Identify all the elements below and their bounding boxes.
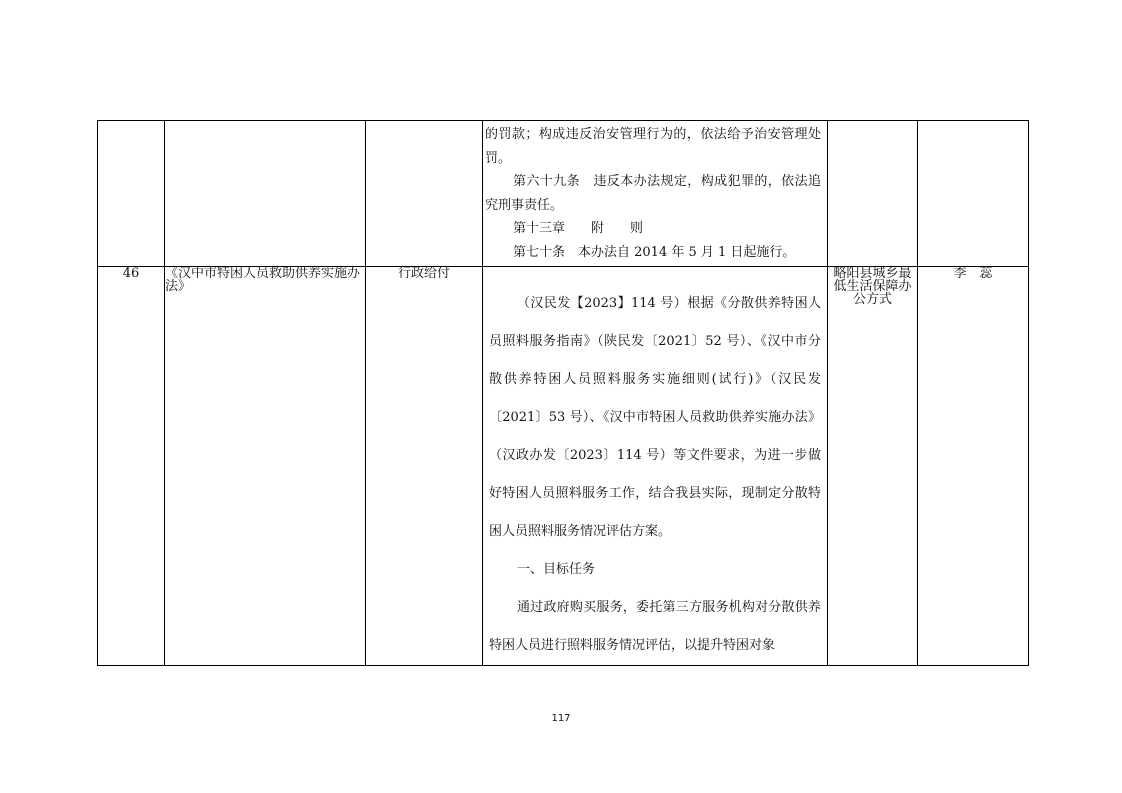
content-line: 第六十九条 违反本办法规定，构成犯罪的，依法追究刑事责任。 xyxy=(485,174,821,213)
regulation-name: 《汉中市特困人员救助供养实施办法》 xyxy=(165,267,366,666)
cell-person-empty xyxy=(918,121,1029,267)
page-number: 117 xyxy=(551,713,571,724)
responsible-office: 略阳县城乡最低生活保障办公方式 xyxy=(828,267,918,666)
cell-number-empty xyxy=(98,121,165,267)
policy-table xyxy=(97,120,1029,666)
cell-content-continued xyxy=(483,121,828,267)
content-paragraph: 通过政府购买服务，委托第三方服务机构对分散供养特困人员进行照料服务情况评估，以提升特困对象 xyxy=(489,600,821,653)
content-line: 第十三章 附 则 xyxy=(513,221,644,236)
responsible-person: 李 蕊 xyxy=(918,267,1029,666)
section-heading: 一、目标任务 xyxy=(517,562,596,577)
row-number: 46 xyxy=(98,267,165,666)
cell-content xyxy=(483,267,828,666)
content-line: 的罚款；构成违反治安管理行为的，依法给予治安管理处罚。 xyxy=(485,127,821,166)
table-row-46 xyxy=(98,267,1029,666)
cell-office-empty xyxy=(828,121,918,267)
cell-category-empty xyxy=(366,121,483,267)
table-row-continued xyxy=(98,121,1029,267)
cell-name-empty xyxy=(165,121,366,267)
item-category: 行政给付 xyxy=(366,267,483,666)
content-line: 第七十条 本办法自 2014 年 5 月 1 日起施行。 xyxy=(513,244,796,260)
content-paragraph: （汉民发【2023】114 号）根据《分散供养特困人员照料服务指南》（陕民发〔2021〕52 号）、《汉中市分散供养特困人员照料服务实施细则(试行)》（汉民发〔2021〕53 号）、《汉中市特困人员救助供养实施办法》（汉政办发〔2023〕114 号）等文件要求，为进一步做好特困人员照料服务工作，结合我县实际，现制定分散特困人员照料服务情况评估方案。 xyxy=(489,296,821,539)
